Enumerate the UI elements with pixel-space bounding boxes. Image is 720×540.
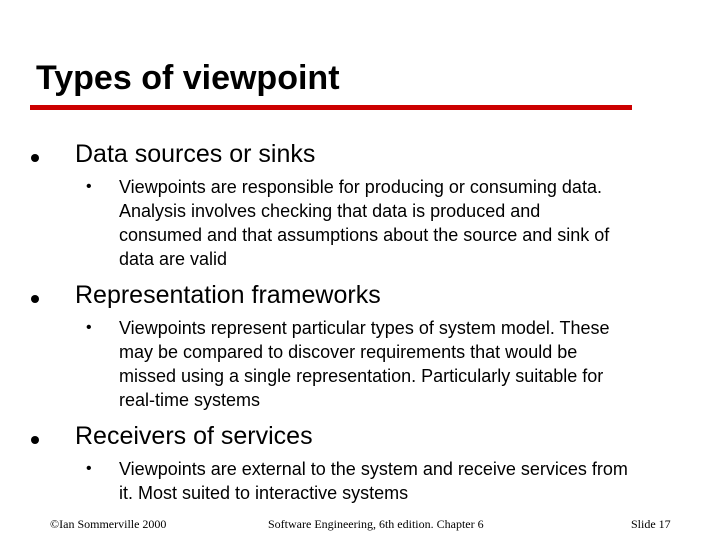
detail-line: Viewpoints are responsible for producing or consuming data. [119,177,602,197]
bullet-heading: Receivers of services [75,422,313,450]
detail-line: data are valid [119,249,228,269]
bullet-detail [119,175,699,271]
detail-line: real-time systems [119,390,261,410]
sub-bullet-icon: • [86,319,92,336]
bullet-heading: Data sources or sinks [75,140,316,168]
slide-title: Types of viewpoint [36,59,340,97]
detail-line: consumed and that assumptions about the source and sink of [119,225,610,245]
detail-line: Analysis involves checking that data is produced and [119,201,541,221]
sub-bullet-icon: • [86,460,92,477]
footer-slide-number: Slide 17 [631,517,671,531]
detail-line: may be compared to discover requirements that would be [119,342,578,362]
round-bullet-icon [31,295,39,303]
footer-book-title: Software Engineering, 6th edition. Chapter 6 [268,517,484,531]
detail-line: it. Most suited to interactive systems [119,483,409,503]
bullet-heading: Representation frameworks [75,281,381,309]
bullet-detail [119,457,699,505]
round-bullet-icon [31,436,39,444]
title-underline [30,105,632,110]
sub-bullet-icon: • [86,178,92,195]
footer-copyright: ©Ian Sommerville 2000 [50,517,167,531]
detail-line: Viewpoints represent particular types of system model. These [119,318,610,338]
detail-line: missed using a single representation. Particularly suitable for [119,366,604,386]
bullet-detail [119,316,699,412]
detail-line: Viewpoints are external to the system and receive services from [119,459,628,479]
round-bullet-icon [31,154,39,162]
